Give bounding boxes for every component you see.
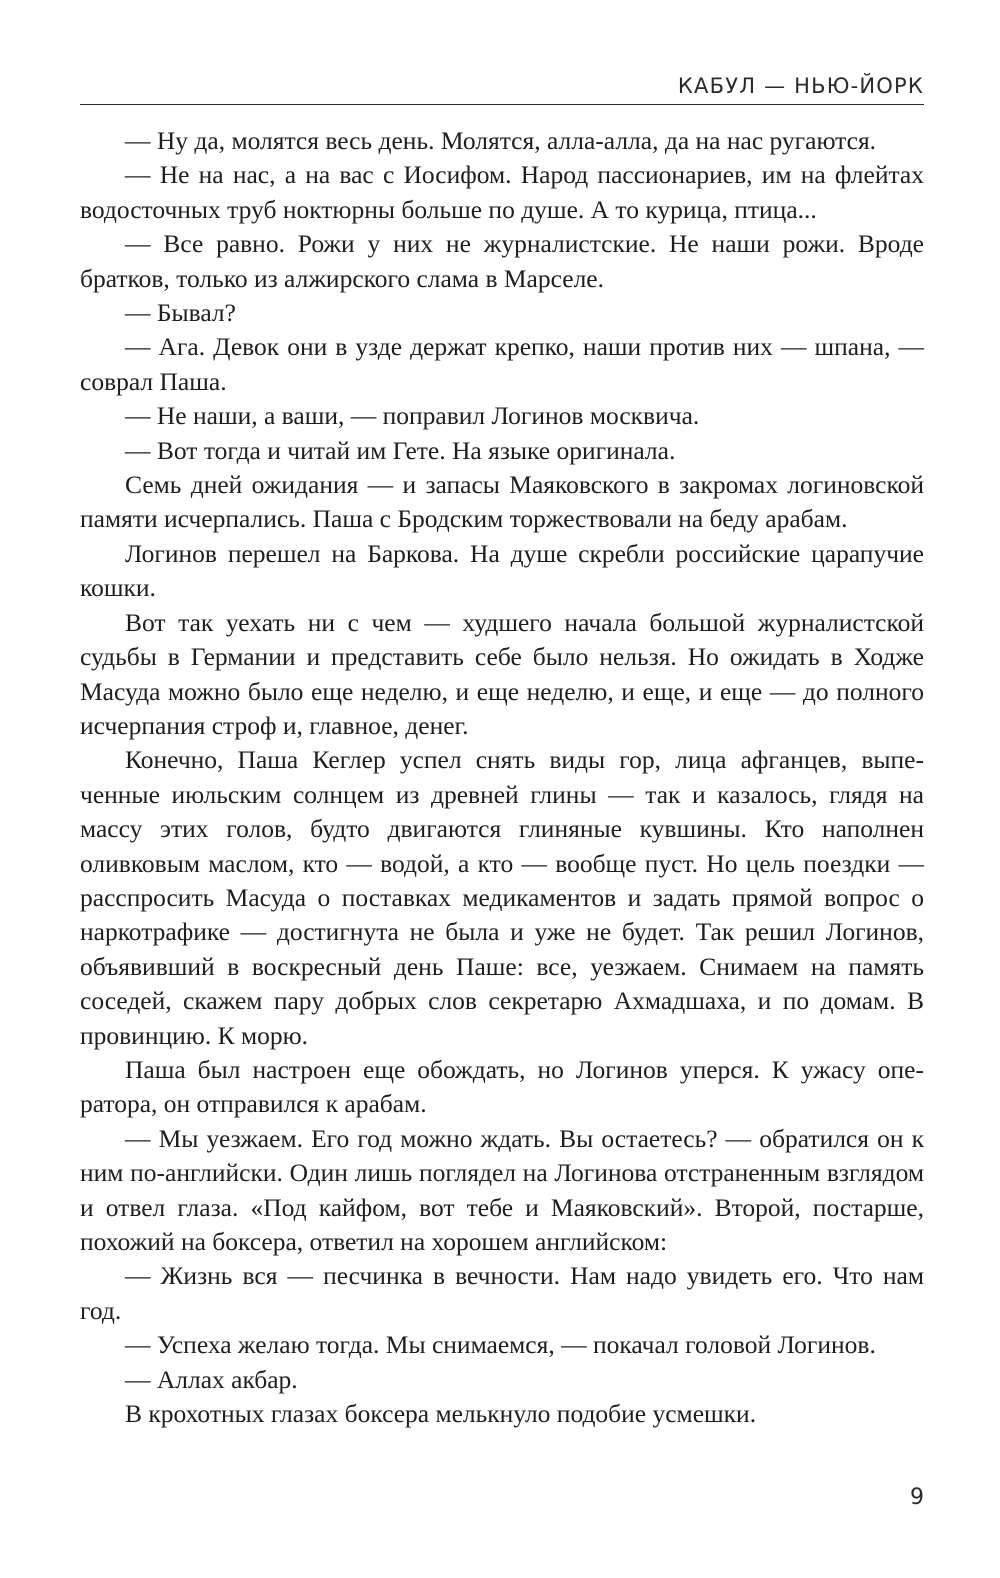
paragraph: — Не наши, а ваши, — поправил Логинов москвича.	[125, 401, 700, 431]
paragraph: — Жизнь вся — песчинка в вечности. Нам надо увидеть его. Что нам год.	[80, 1261, 924, 1325]
paragraph: Конечно, Паша Кеглер успел снять виды гор, лица афганцев, выпеченные июльским солнцем из древней глины — так и казалось, глядя на массу этих голов, будто двигаются глиняные кувшины. Кто наполнен оливковым маслом, кто — водой, а кто — вообще пуст. Но цель поездки — расспросить Масуда о поставках медикаментов и задать прямой вопрос о наркотрафике — достигнута не была и уже не будет. Так решил Логинов, объявивший в воскресный день Паше: все, уезжаем. Снимаем на память соседей, скажем пару добрых слов секретарю Ахмадшаха, и по домам. В провинцию. К морю.	[80, 745, 924, 1050]
running-header	[80, 70, 924, 105]
paragraph: — Все равно. Рожи у них не журналистские. Не наши рожи. Вроде братков, только из алжирского слама в Марселе.	[80, 229, 924, 293]
paragraph: — Бывал?	[125, 298, 236, 328]
paragraph: Логинов перешел на Баркова. На душе скребли российские царапучие кошки.	[80, 538, 924, 603]
paragraph: — Ага. Девок они в узде держат крепко, наши против них — шпана, — соврал Паша.	[80, 332, 924, 396]
paragraph: — Не на нас, а на вас с Иосифом. Народ пассионариев, им на флейтах водосточных труб ноктюрны больше по душе. А то курица, птица...	[80, 160, 924, 224]
paragraph: Вот так уехать ни с чем — худшего начала большой журналистской судьбы в Германии и представить себе было нельзя. Но ожидать в Ходже Масуда можно было еще неделю, и еще неделю, и еще, и еще — до полного исчерпания строф и, главное, денег.	[80, 607, 924, 740]
paragraph: Паша был настроен еще обождать, но Логинов уперся. К ужасу оператора, он отправился к арабам.	[80, 1054, 924, 1119]
paragraph: — Вот тогда и читай им Гете. На языке оригинала.	[125, 435, 676, 465]
paragraph: — Успеха желаю тогда. Мы снимаемся, — покачал головой Логинов.	[125, 1330, 876, 1360]
paragraph: — Ну да, молятся весь день. Молятся, алла-алла, да на нас ругаются.	[125, 126, 877, 155]
paragraph: — Мы уезжаем. Его год можно ждать. Вы остаетесь? — обратился он к ним по-английски. Один лишь поглядел на Логинова отстраненным взглядом и отвел глаза. «Под кайфом, вот тебе и Маяковский». Второй, постарше, похожий на боксера, ответил на хорошем английском:	[80, 1123, 924, 1256]
running-head-title: КАБУЛ — НЬЮ-ЙОРК	[677, 74, 924, 98]
paragraph: — Аллах акбар.	[125, 1364, 298, 1394]
body-text	[80, 124, 924, 1431]
paragraph: Семь дней ожидания — и запасы Маяковского в закромах логиновской памяти исчерпались. Паша с Бродским торжествовали на беду арабам.	[80, 470, 924, 534]
paragraph: В крохотных глазах боксера мелькнуло подобие усмешки.	[125, 1399, 757, 1429]
page-number: 9	[910, 1485, 924, 1510]
